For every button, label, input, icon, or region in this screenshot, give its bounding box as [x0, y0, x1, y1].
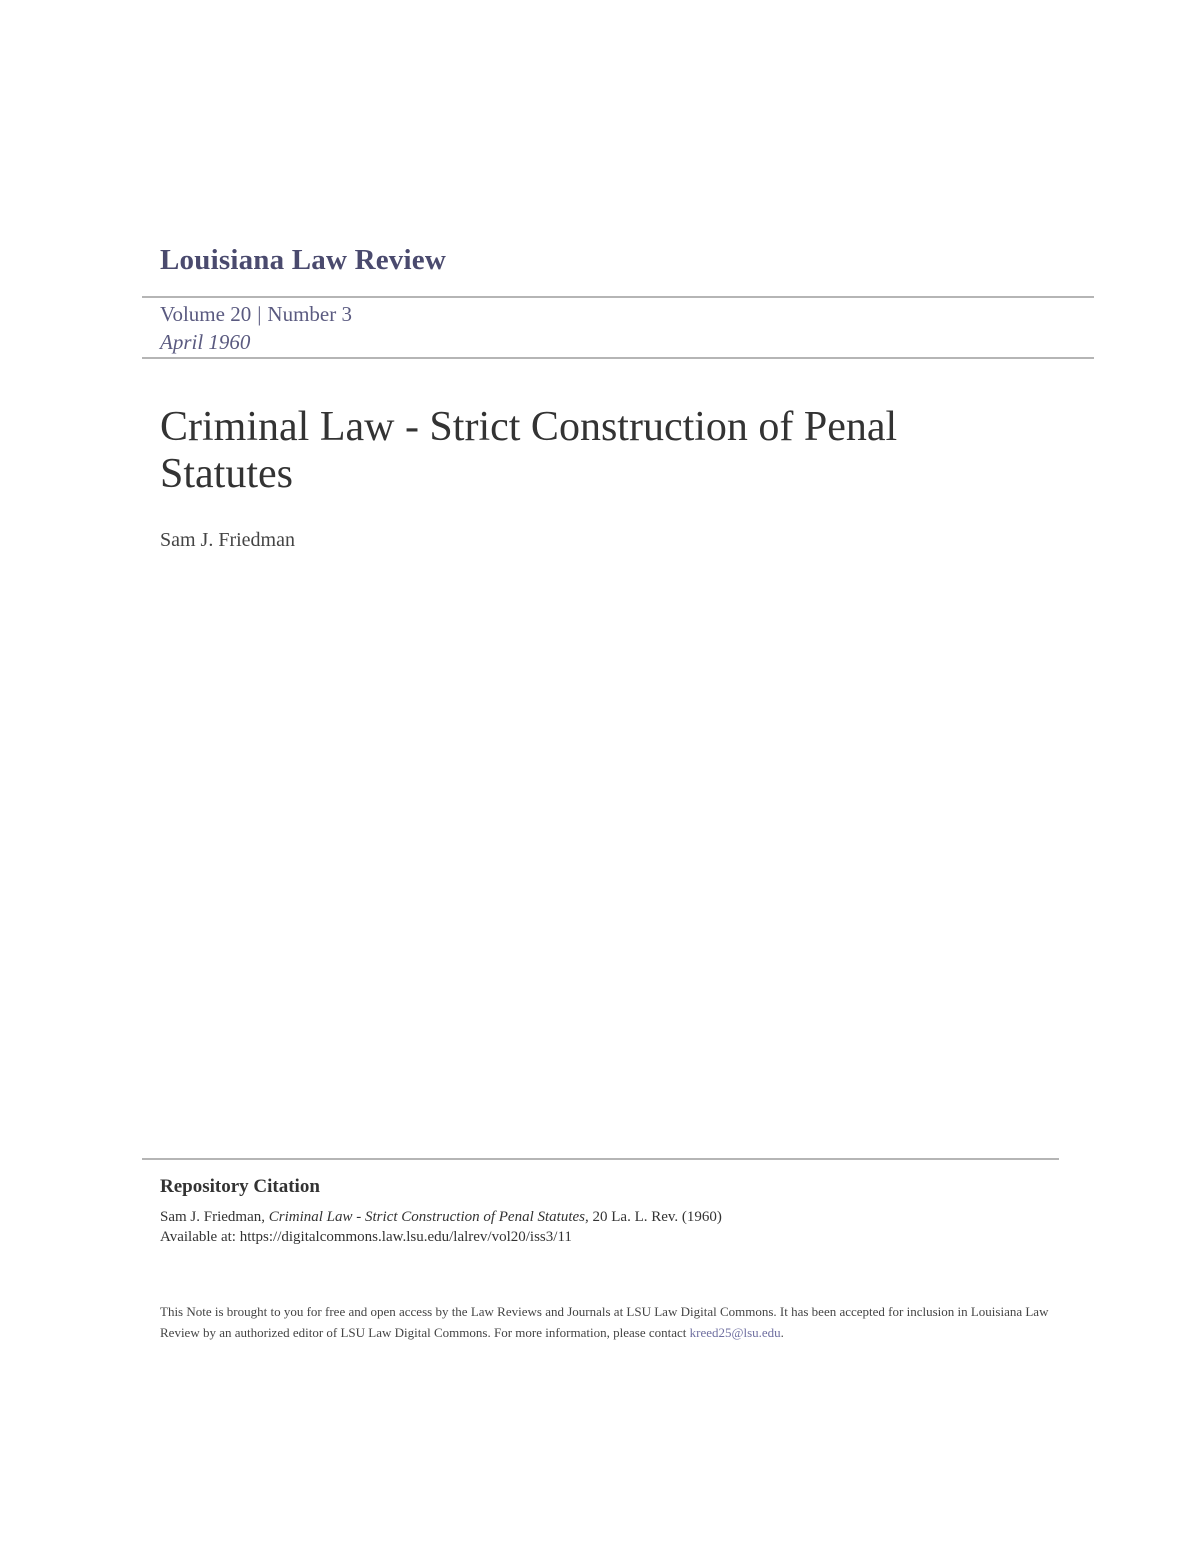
citation-heading: Repository Citation: [160, 1176, 320, 1197]
issue-date: April 1960: [160, 330, 251, 354]
citation-source: , 20 La. L. Rev. (1960): [585, 1209, 722, 1225]
divider: [142, 296, 1094, 298]
citation-author: Sam J. Friedman,: [160, 1209, 269, 1225]
article-author: Sam J. Friedman: [160, 529, 295, 551]
volume-link[interactable]: Volume 20: [160, 302, 252, 326]
notice-text: This Note is brought to you for free and open access by the Law Reviews and Journals at LSU Law Digital Commons. It has been accepted for inclusion in Louisiana Law Review by an authorized editor of LSU Law Digital Commons. For more information, please contact: [160, 1304, 1049, 1340]
issue-separator: |: [257, 302, 262, 326]
issue-info: [160, 302, 352, 327]
access-notice: [160, 1301, 1060, 1343]
contact-email-link[interactable]: kreed25@lsu.edu: [689, 1325, 781, 1340]
citation-text: [160, 1209, 722, 1226]
number-link[interactable]: Number 3: [267, 302, 352, 326]
notice-end: .: [780, 1325, 784, 1340]
citation-url[interactable]: Available at: https://digitalcommons.law.lsu.edu/lalrev/vol20/iss3/11: [160, 1229, 572, 1245]
divider: [142, 1158, 1059, 1160]
divider: [142, 357, 1094, 359]
journal-title[interactable]: Louisiana Law Review: [160, 244, 446, 276]
citation-title: Criminal Law - Strict Construction of Penal Statutes: [268, 1209, 586, 1225]
article-title: Criminal Law - Strict Construction of Penal Statutes: [160, 404, 898, 498]
